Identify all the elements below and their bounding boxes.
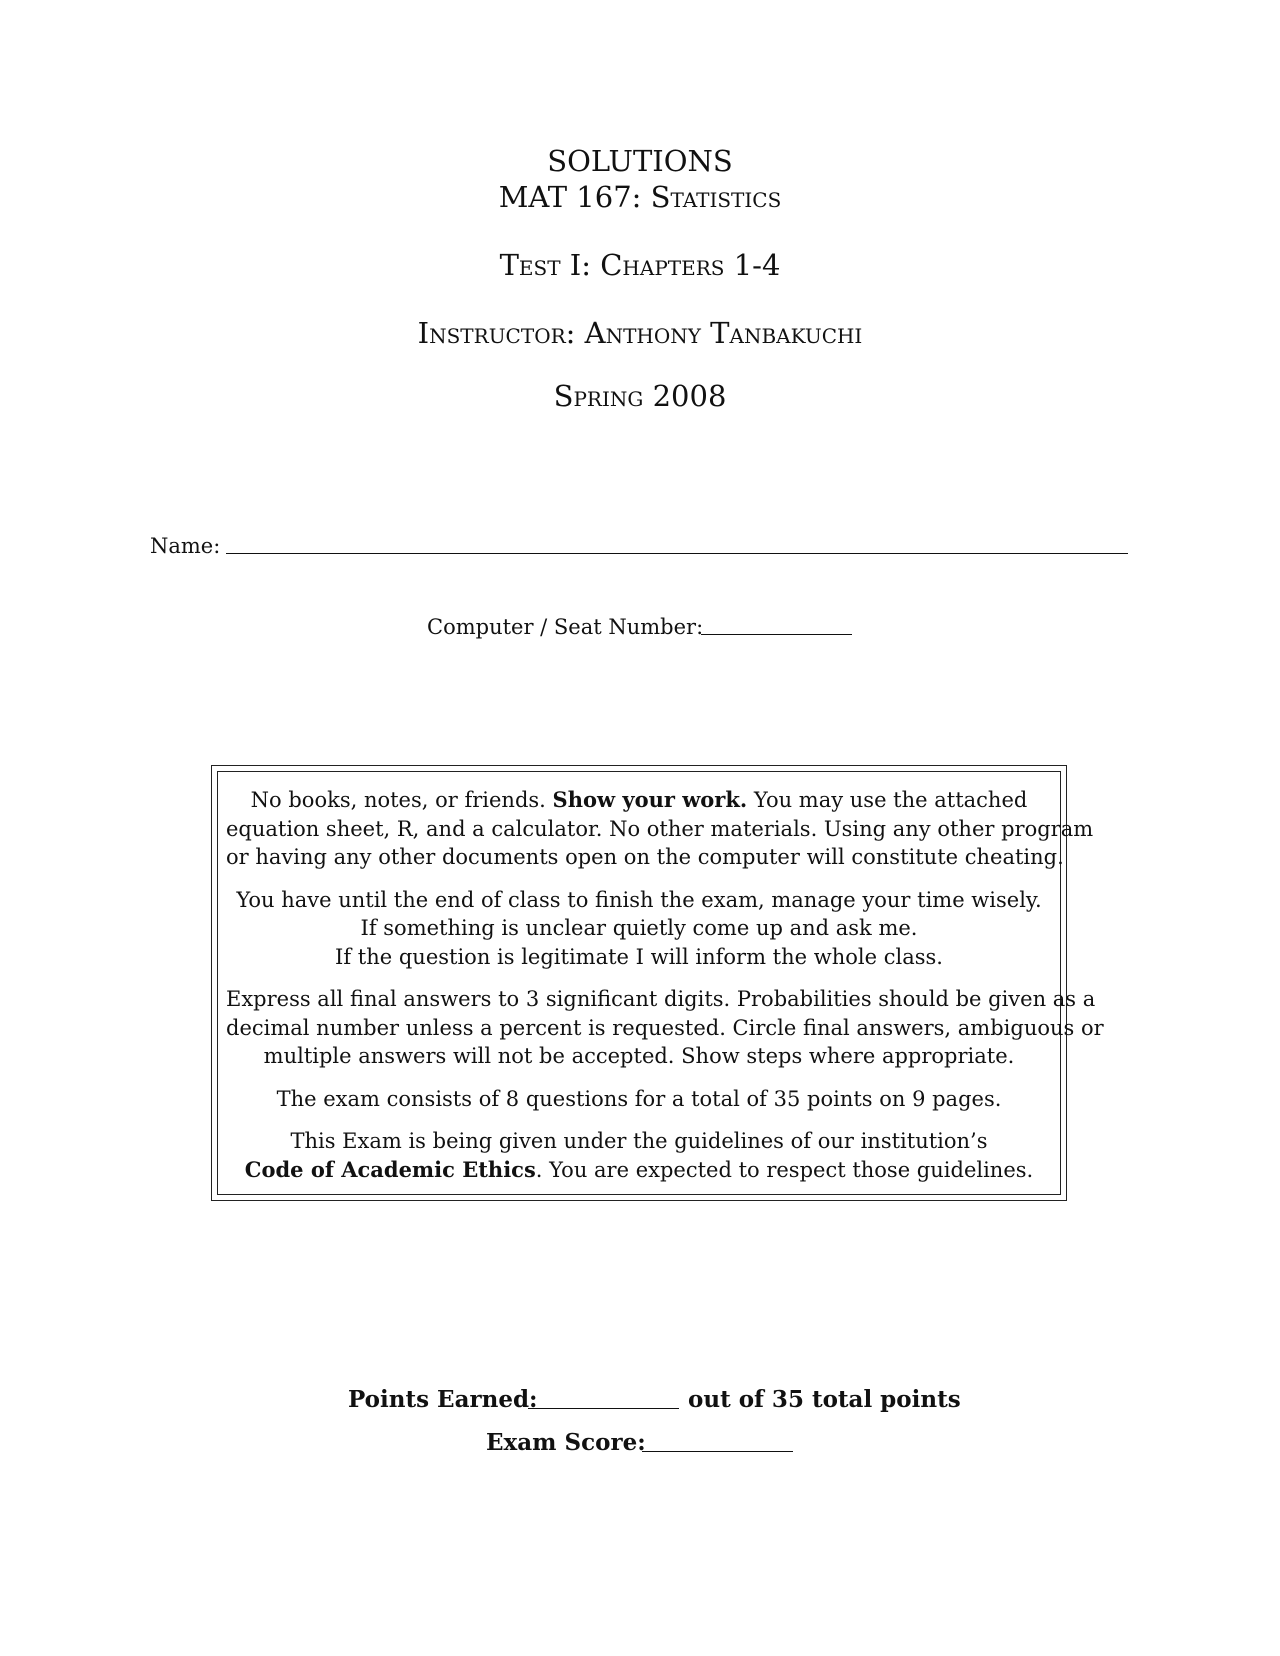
test-title: Test I: Chapters 1-4 xyxy=(499,248,781,282)
exam-score-field[interactable] xyxy=(642,1451,793,1452)
rules-paragraph-materials xyxy=(226,786,1094,872)
seat-number-label: Computer / Seat Number: xyxy=(427,615,704,639)
instructor-line: Instructor: Anthony Tanbakuchi xyxy=(417,316,863,350)
rules-text: . You are expected to respect those guidelines. xyxy=(535,1157,1034,1182)
exam-score-label: Exam Score: xyxy=(486,1429,646,1456)
name-label: Name: xyxy=(150,534,221,558)
rules-line: multiple answers will not be accepted. Show steps where appropriate. xyxy=(263,1044,1015,1068)
exam-rules-inner-frame xyxy=(217,771,1104,1195)
course-title: MAT 167: Statistics xyxy=(498,180,782,214)
rules-line: The exam consists of 8 questions for a total of 35 points on 9 pages. xyxy=(276,1086,1002,1111)
points-total-text: out of 35 total points xyxy=(688,1386,961,1413)
rules-line: or having any other documents open on the computer will constitute cheating. xyxy=(226,845,1064,869)
seat-number-field[interactable] xyxy=(701,634,852,635)
name-field[interactable] xyxy=(226,553,1128,554)
rules-line: You have until the end of class to finish the exam, manage your time wisely. xyxy=(236,887,1042,912)
solutions-title: SOLUTIONS xyxy=(547,144,733,178)
rules-text: No books, notes, or friends. xyxy=(250,788,546,812)
rules-line xyxy=(226,1156,1052,1185)
rules-paragraph-answers xyxy=(226,985,1104,1071)
rules-line: equation sheet, R, and a calculator. No other materials. Using any other program xyxy=(226,816,1094,841)
rules-paragraph-time xyxy=(226,886,1052,972)
exam-rules-box xyxy=(211,765,1104,1201)
term-line: Spring 2008 xyxy=(553,379,727,413)
rules-line: This Exam is being given under the guidelines of our institution’s xyxy=(290,1129,988,1153)
rules-line: If something is unclear quietly come up and ask me. xyxy=(360,916,918,940)
points-earned-field[interactable] xyxy=(528,1408,679,1409)
ethics-code-emphasis: Code of Academic Ethics xyxy=(244,1156,536,1182)
rules-line: Express all final answers to 3 significant digits. Probabilities should be given as a xyxy=(226,987,1096,1011)
rules-line: decimal number unless a percent is requested. Circle final answers, ambiguous or xyxy=(226,1015,1104,1040)
rules-line xyxy=(226,786,1052,815)
points-earned-label: Points Earned: xyxy=(348,1386,538,1413)
rules-paragraph-ethics xyxy=(226,1127,1052,1184)
rules-paragraph-count xyxy=(226,1085,1052,1114)
rules-line: If the question is legitimate I will inform the whole class. xyxy=(335,944,943,969)
show-work-emphasis: Show your work. xyxy=(552,787,748,812)
rules-text: You may use the attached xyxy=(753,788,1028,812)
